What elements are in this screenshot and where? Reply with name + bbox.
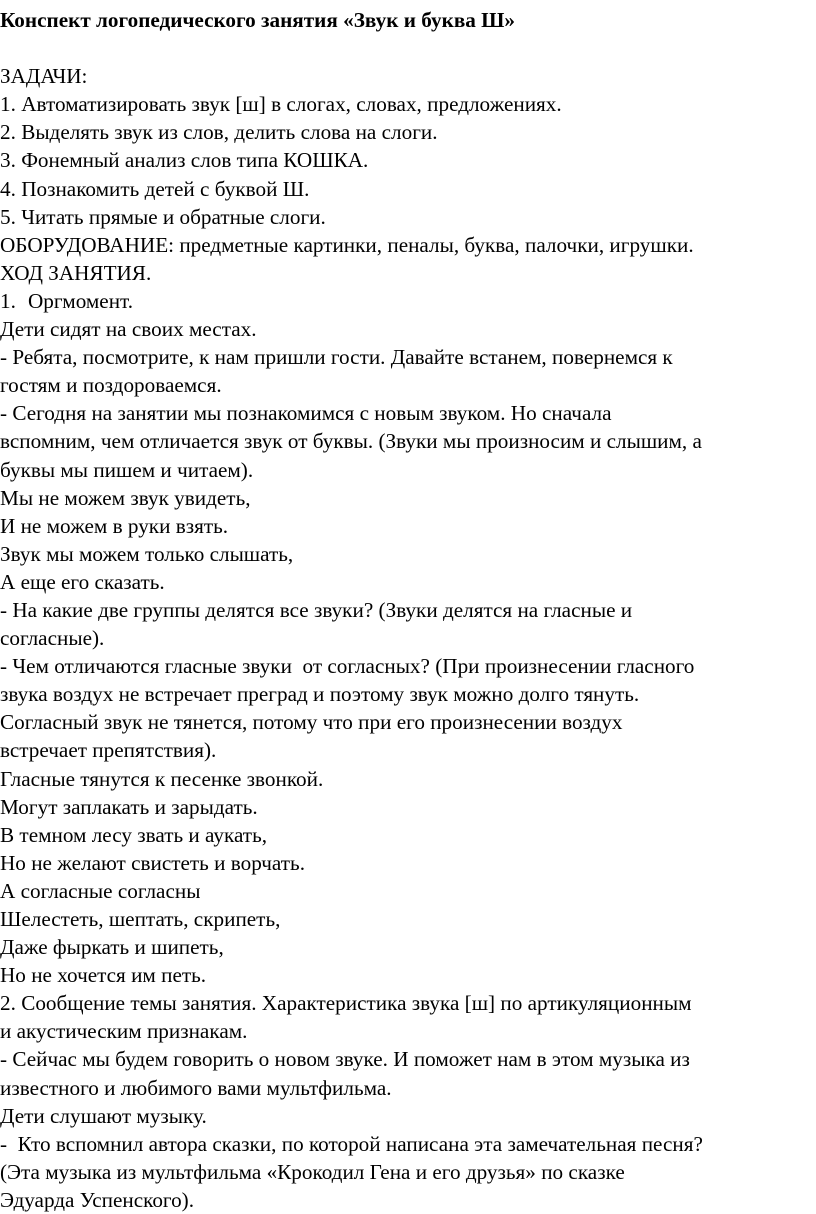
tasks-heading: ЗАДАЧИ: [0, 64, 88, 89]
section-1-title: Оргмомент. [28, 288, 134, 313]
poem-line: Мы не можем звук увидеть, [0, 485, 251, 510]
section-1-heading [0, 287, 816, 315]
poem-line: А согласные согласны [0, 878, 201, 903]
text-line: звука воздух не встречает преград и поэтому звук можно долго тянуть. [0, 682, 640, 707]
text-line: - Сегодня на занятии мы познакомимся с новым звуком. Но сначала [0, 401, 612, 426]
text-line: известного и любимого вами мультфильма. [0, 1075, 392, 1100]
equipment-line: ОБОРУДОВАНИЕ: предметные картинки, пеналы, буква, палочки, игрушки. [0, 232, 694, 257]
task-item: 3. Фонемный анализ слов типа КОШКА. [0, 148, 369, 173]
poem-line: Могут заплакать и зарыдать. [0, 794, 258, 819]
text-line: буквы мы пишем и читаем). [0, 457, 254, 482]
document-title: Конспект логопедического занятия «Звук и буква Ш» [0, 8, 516, 32]
section-1-number: 1. [0, 288, 16, 313]
poem-line: Даже фыркать и шипеть, [0, 935, 224, 960]
course-heading: ХОД ЗАНЯТИЯ. [0, 260, 152, 285]
text-line: - Сейчас мы будем говорить о новом звуке. И поможет нам в этом музыка из [0, 1047, 690, 1072]
text-line: вспомним, чем отличается звук от буквы. (Звуки мы произносим и слышим, а [0, 429, 702, 454]
text-line: - На какие две группы делятся все звуки? (Звуки делятся на гласные и [0, 597, 633, 622]
text-line: - Чем отличаются гласные звуки от согласных? (При произнесении гласного [0, 654, 695, 679]
poem-line: Гласные тянутся к песенке звонкой. [0, 766, 324, 791]
text-line: - Ребята, посмотрите, к нам пришли гости. Давайте встанем, повернемся к [0, 345, 673, 370]
text-line: согласные). [0, 626, 105, 651]
poem-line: Но не желают свистеть и ворчать. [0, 850, 305, 875]
task-item: 5. Читать прямые и обратные слоги. [0, 204, 326, 229]
task-item: 4. Познакомить детей с буквой Ш. [0, 176, 310, 201]
blank-line [0, 34, 816, 62]
task-item: 2. Выделять звук из слов, делить слова на слоги. [0, 120, 438, 145]
text-line: встречает препятствия). [0, 738, 217, 763]
text-line: Дети сидят на своих местах. [0, 317, 257, 342]
poem-line: Шелестеть, шептать, скрипеть, [0, 907, 281, 931]
text-line: и акустическим признакам. [0, 1019, 248, 1044]
text-line: - Кто вспомнил автора сказки, по которой написана эта замечательная песня? [0, 1131, 703, 1156]
text-line: (Эта музыка из мультфильма «Крокодил Гена и его друзья» по сказке [0, 1159, 625, 1184]
poem-line: Но не хочется им петь. [0, 963, 207, 988]
section-2-heading: 2. Сообщение темы занятия. Характеристика звука [ш] по артикуляционным [0, 991, 692, 1016]
text-line: гостям и поздороваемся. [0, 373, 222, 398]
poem-line: А еще его сказать. [0, 569, 165, 594]
poem-line: Звук мы можем только слышать, [0, 541, 294, 566]
text-line: Дети слушают музыку. [0, 1103, 207, 1128]
task-item: 1. Автоматизировать звук [ш] в слогах, словах, предложениях. [0, 92, 562, 117]
text-line: Согласный звук не тянется, потому что при его произнесении воздух [0, 710, 623, 735]
text-line: Эдуарда Успенского). [0, 1187, 195, 1212]
poem-line: И не можем в руки взять. [0, 513, 229, 538]
poem-line: В темном лесу звать и аукать, [0, 822, 268, 847]
